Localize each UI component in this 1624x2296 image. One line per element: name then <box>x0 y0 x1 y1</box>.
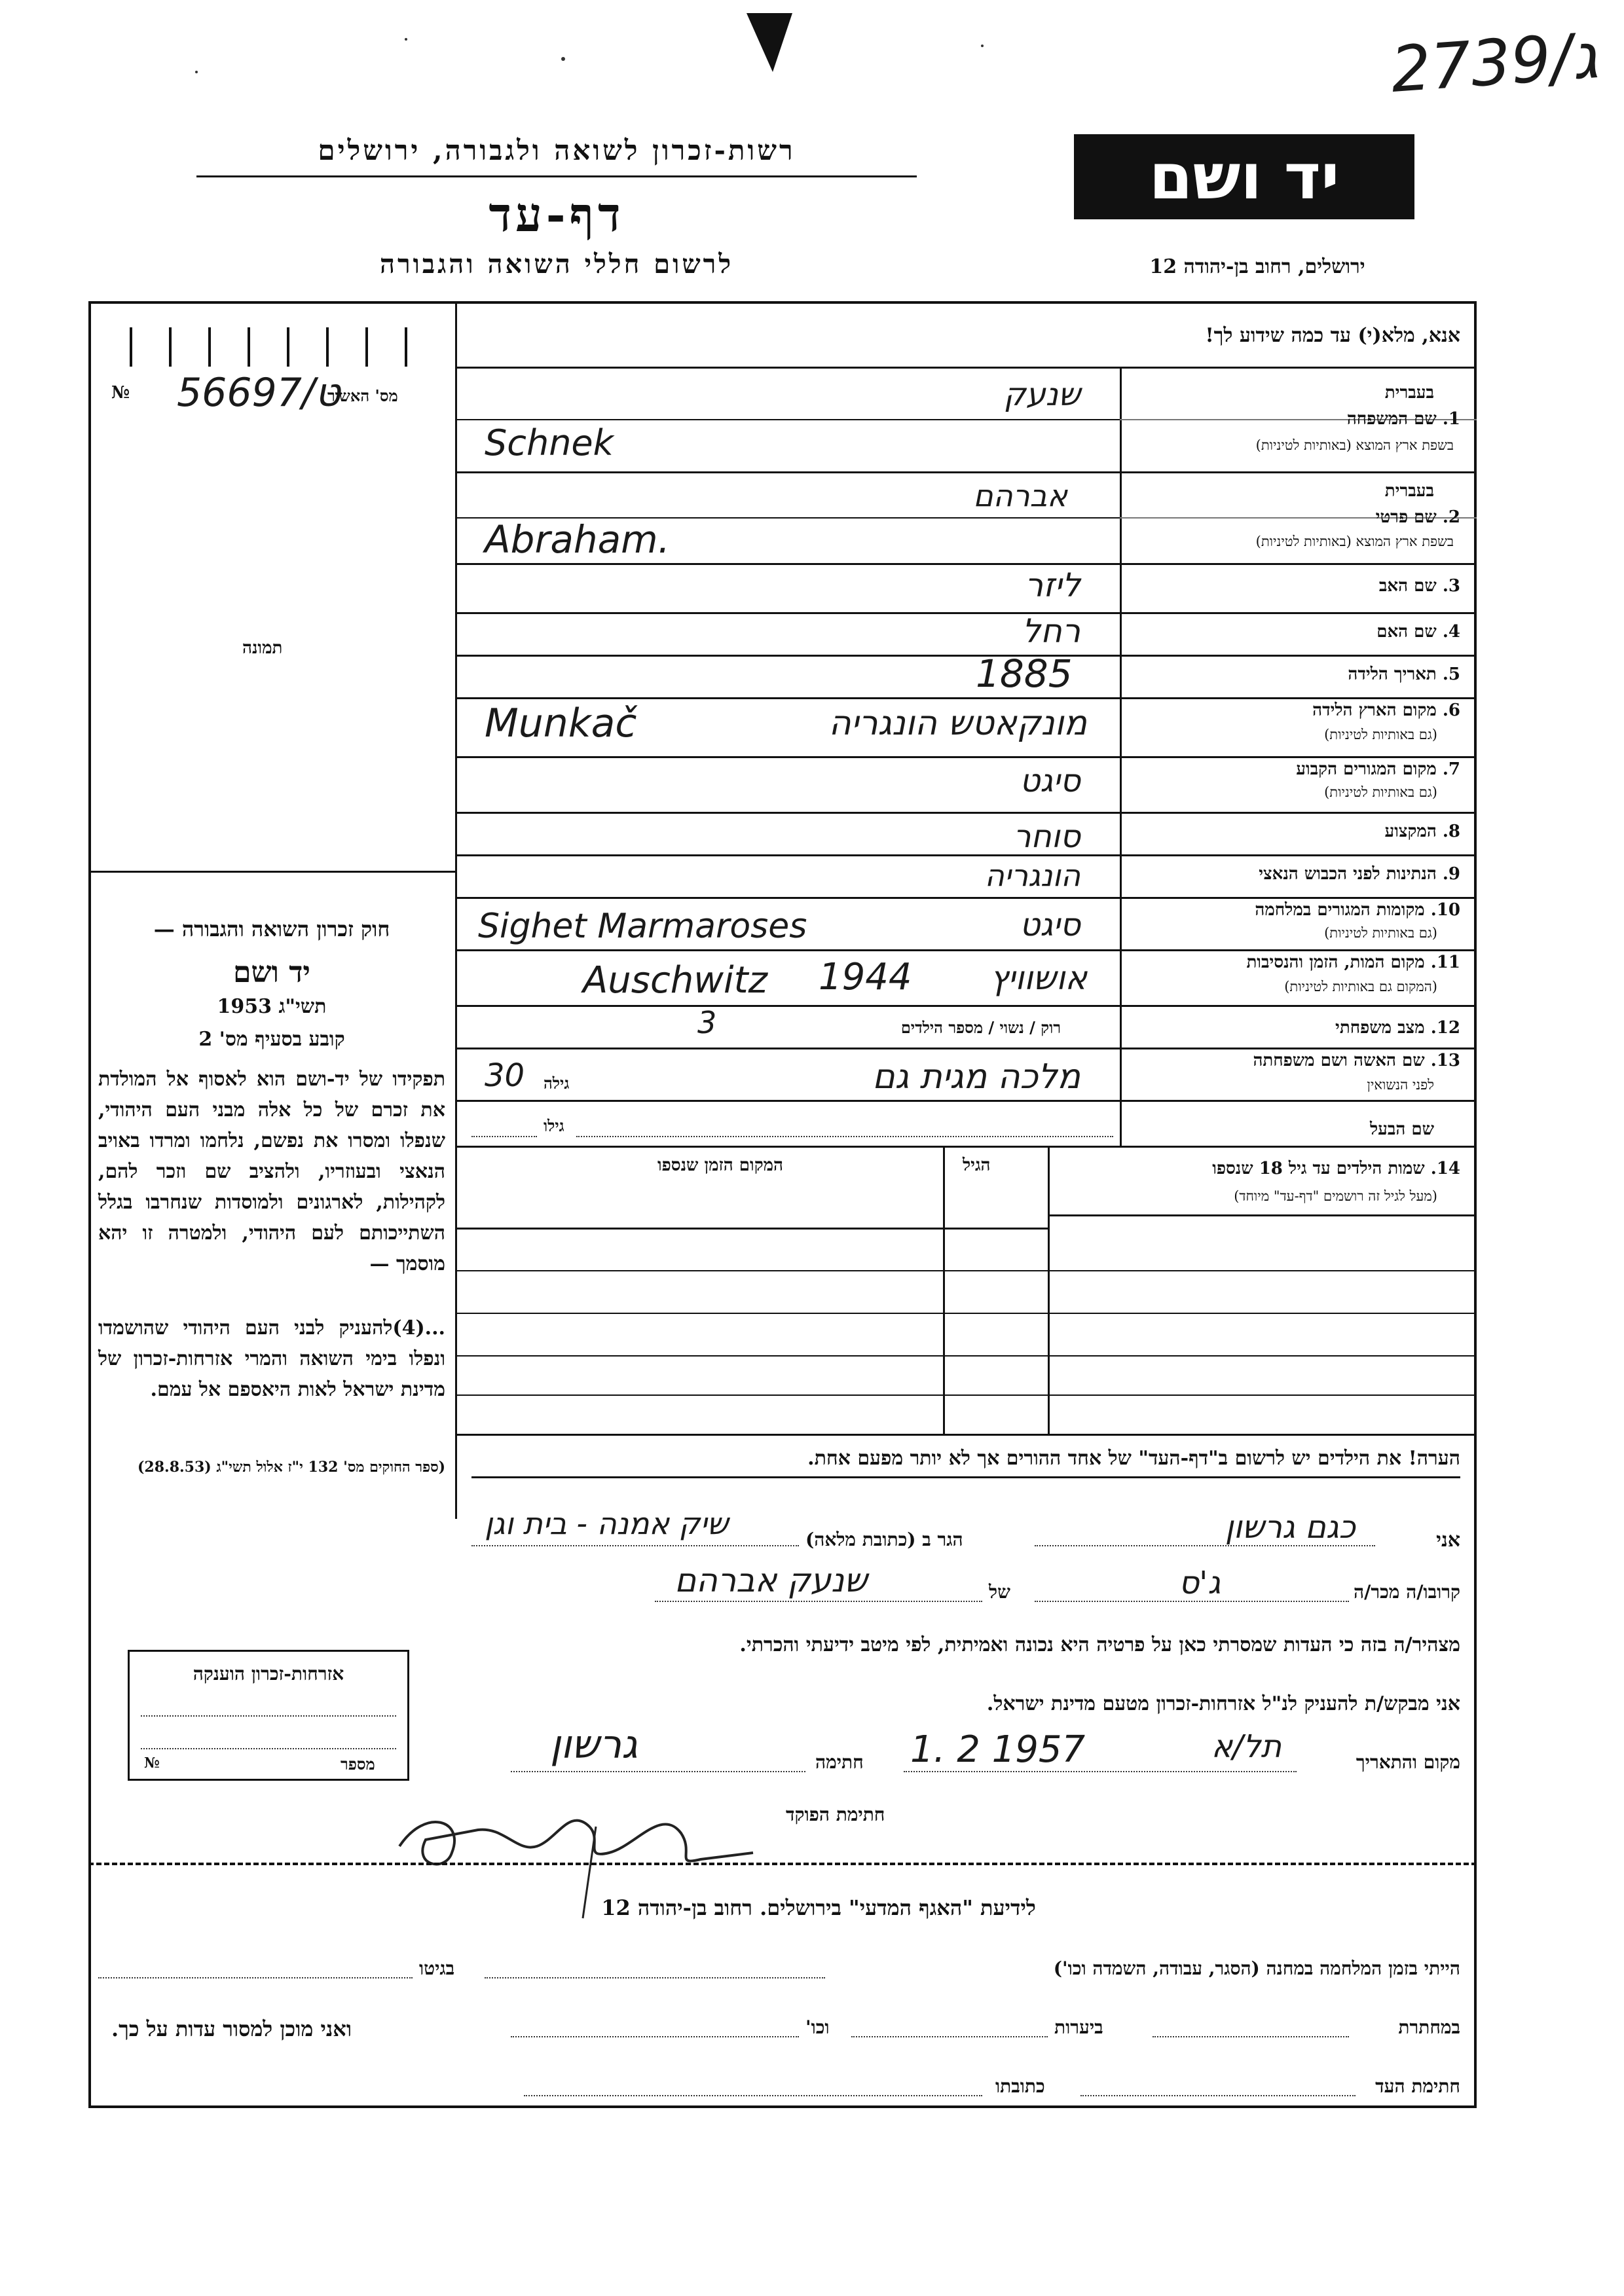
decl-of-label: של <box>989 1581 1010 1603</box>
children-header-rule <box>1048 1214 1477 1216</box>
footer-line1: הייתי בזמן המלחמה במחנה (הסגר, עבודה, השמדה וכו') <box>1053 1958 1460 1979</box>
approval-number: 56697/ט <box>177 370 341 416</box>
row-sep <box>455 812 1477 814</box>
field-2-tag: בעברית <box>1384 481 1434 501</box>
footer-ready: ואני מוכן למסור עדות על כך. <box>111 2016 352 2041</box>
authority-heading: רשות-זכרון לשואה ולגבורה, ירושלים <box>318 134 796 166</box>
decl-date: 1. 2 1957 <box>910 1728 1086 1771</box>
decl-signature: גרשון <box>550 1722 638 1768</box>
scan-artifacts <box>0 0 1624 92</box>
law-text-2: ...(4)להעניק לבני העם היהודי שהושמדו ונפלו בימי השואה והמרי אזרחות-זכרון של מדינת ישראל לאות היאספם אל עמם. <box>98 1317 445 1401</box>
husband-age-line <box>471 1136 537 1137</box>
field-13-age: 30 <box>485 1057 525 1094</box>
field-8-label: 8. המקצוע <box>1384 822 1460 841</box>
decl-place-date-label: מקום והתאריך <box>1356 1751 1460 1773</box>
sidebar-divider <box>455 301 457 1519</box>
field-6-lat-value: Munkač <box>485 701 637 746</box>
decl-request: אני מבקש/ת להעניק לנ"ל אזרחות-זכרון מטעם מדינת ישראל. <box>986 1692 1460 1715</box>
photo-label: תמונה <box>242 638 283 658</box>
decl-signature-label: חתימה <box>815 1751 864 1773</box>
field-7-sub: (גם באותיות לטיניות) <box>1324 784 1437 800</box>
husband-name-line <box>576 1136 1113 1137</box>
archive-number: ג/2739 <box>1388 19 1600 107</box>
citizenship-box-no: № <box>144 1755 160 1772</box>
field-5-label: 5. תאריך הלידה <box>1348 665 1460 684</box>
field-4-value: רחל <box>1022 612 1080 650</box>
decl-of-line <box>655 1601 982 1602</box>
field-1-lat-value: Schnek <box>485 422 614 464</box>
children-col-place: המקום הזמן שנספו <box>657 1156 783 1175</box>
field-1-label <box>1347 409 1460 429</box>
footer-etc: וכו' <box>805 2016 830 2038</box>
field-10-sub: (גם באותיות לטיניות) <box>1324 925 1437 941</box>
field-10-heb-value: סיגט <box>1020 907 1080 943</box>
field-2-label <box>1376 507 1460 527</box>
approval-no-symbol: № <box>111 383 130 403</box>
field-12-value: 3 <box>697 1005 717 1040</box>
field-11-label: 11. מקום המות, הזמן והנסיבות <box>1246 953 1460 972</box>
footer-address-line <box>524 2095 982 2096</box>
sidebar-tick-marks <box>92 321 452 373</box>
husband-label: שם הבעל <box>1369 1120 1434 1139</box>
row-sep <box>455 697 1477 699</box>
inner-sep <box>455 419 1120 420</box>
field-11-heb-value: אושוויץ <box>990 959 1087 997</box>
field-14-sub: (מעל לגיל זה רושמים "דף-עד" מיוחד) <box>1234 1188 1437 1204</box>
decl-resides: הגר ב (כתובת מלאה) <box>805 1529 963 1550</box>
law-logo: יד ושם <box>233 956 310 989</box>
children-bottom-rule <box>455 1434 1477 1436</box>
children-row <box>455 1394 1477 1396</box>
footer-etc-line <box>511 2036 799 2037</box>
footer-forests: ביערות <box>1054 2016 1103 2038</box>
field-2-lat-value: Abraham. <box>485 517 671 562</box>
law-text: תפקידו של יד-ושם הוא לאסוף אל המולדת את זכרם של כל אלה מבני העם היהודי, שנפלו ומסרו את נפשם, נלחמו ומרדו באויב הנאצי ובעוזריו, ולהציב שם וזכר להם, לקהילות, לארגונים ולמוסדות שנחרבו בגלל השתייכותם לעם היהודי, ולמטרה זו יהא מוסמך — <box>98 1068 445 1275</box>
field-2-num: 2. <box>1442 507 1460 527</box>
tear-line <box>88 1863 1477 1865</box>
field-1-sub: בשפת ארץ המוצא (באותיות לטיניות) <box>1255 437 1454 453</box>
field-3-value: ליזר <box>1024 566 1080 604</box>
field-1-text: שם המשפחה <box>1346 409 1437 429</box>
field-13-label: 13. שם האשה ושם משפחתה <box>1253 1051 1460 1070</box>
form-title: דף-עד <box>489 187 625 242</box>
decl-address-line <box>471 1545 799 1546</box>
field-12-label: 12. מצב משפחתי <box>1335 1018 1460 1038</box>
row-sep <box>455 1146 1477 1148</box>
law-clause: קובע בסעיף מס' 2 <box>198 1028 345 1051</box>
law-year-heb: תשי"ג <box>278 995 327 1018</box>
row-sep <box>455 612 1477 614</box>
row-sep <box>455 854 1477 856</box>
footer-address: כתובתו <box>995 2075 1045 2097</box>
form-subtitle: לרשום חללי השואה והגבורה <box>379 249 734 280</box>
children-row <box>455 1355 1477 1357</box>
children-col-age: הגיל <box>963 1156 991 1175</box>
footer-title: לידיעת "האגף המדעי" בירושלים. רחוב בן-יהודה 12 <box>601 1895 1036 1920</box>
field-2-text: שם פרטי <box>1375 507 1437 527</box>
field-11-lat-value: Auschwitz <box>583 959 767 1002</box>
row-sep <box>455 897 1477 899</box>
header-rule <box>196 175 917 177</box>
decl-relation: ג'ס <box>1179 1565 1221 1601</box>
field-1-tag: בעברית <box>1384 383 1434 403</box>
footer-camp-line <box>485 1977 825 1978</box>
decl-of-name: שנעק אברהם <box>674 1561 868 1599</box>
law-year <box>95 995 449 1018</box>
row-sep <box>455 949 1477 951</box>
row-sep <box>455 1048 1477 1049</box>
field-6-heb-value: מונקאטש הונגריה <box>828 704 1087 743</box>
citizenship-box-number: מספר <box>341 1755 375 1774</box>
decl-relation-label: קרובו/ה מכר/ה <box>1353 1581 1460 1603</box>
law-title: חוק זכרון השואה והגבורה — <box>153 917 390 941</box>
decl-date-line <box>904 1771 1297 1772</box>
field-10-lat-value: Sighet Marmaroses <box>478 907 807 946</box>
field-7-label: 7. מקום המגורים הקבוע <box>1296 759 1460 779</box>
approval-label: מס' האשור <box>327 386 398 405</box>
field-14-label: 14. שמות הילדים עד גיל 18 שנספו <box>1212 1159 1460 1178</box>
footer-ghetto: בגיטו <box>419 1958 455 1979</box>
sidebar-rule <box>88 871 455 873</box>
children-row <box>455 1270 1477 1271</box>
footer-witness-line <box>1080 2095 1356 2096</box>
field-1-heb-value: שנעק <box>1003 376 1080 413</box>
decl-ani: אני <box>1436 1529 1460 1552</box>
field-10-label: 10. מקומות המגורים במלחמה <box>1255 900 1460 920</box>
law-year-num: 1953 <box>217 995 272 1018</box>
field-2-heb-value: אברהם <box>973 478 1067 513</box>
footer-underground-line <box>1153 2036 1349 2037</box>
field-6-label: 6. מקום הארץ הלידה <box>1312 701 1460 720</box>
decl-name: כגם גרשון <box>1225 1509 1356 1546</box>
footer-underground: במחתרת <box>1398 2016 1460 2038</box>
law-reference: (ספר החוקים מס' 132 י"ז אלול תשי"ג (28.8.53) <box>138 1459 445 1476</box>
citizenship-box-line <box>141 1748 396 1749</box>
field-11-year: 1944 <box>819 956 912 998</box>
decl-address: שיק אמנה - בית וגן <box>485 1506 729 1541</box>
citizenship-box-title: אזרחות-זכרון הוענקה <box>193 1663 344 1685</box>
field-2-sub: בשפת ארץ המוצא (באותיות לטיניות) <box>1255 534 1454 549</box>
field-12-options: רוק / נשוי / מספר הילדים <box>900 1018 1061 1037</box>
row-sep <box>455 756 1477 758</box>
field-13-sub: לפני הנשואין <box>1367 1077 1434 1093</box>
husband-age-label: גילו <box>544 1116 564 1135</box>
footer-forests-line <box>851 2036 1048 2037</box>
address: ירושלים, רחוב בן-יהודה 12 <box>1149 255 1365 278</box>
field-13-value: מלכה מגית גם <box>872 1057 1080 1097</box>
field-9-label: 9. הנתינות לפני הכבוש הנאצי <box>1259 864 1460 884</box>
row-sep <box>455 655 1477 657</box>
field-11-sub: (המקום גם באותיות לטיניות) <box>1284 979 1437 994</box>
row-sep <box>455 1100 1477 1102</box>
decl-inspector-label: חתימת הפוקד <box>786 1804 885 1825</box>
yad-vashem-logo: יד ושם <box>1074 134 1414 219</box>
field-4-label: 4. שם האם <box>1376 622 1460 642</box>
footer-witness-sig: חתימת העד <box>1375 2075 1460 2097</box>
intro-text: אנא, מלא(י) עד כמה שידוע לך! <box>1205 324 1460 347</box>
field-1-num: 1. <box>1442 409 1460 429</box>
children-row <box>455 1313 1477 1314</box>
field-7-value: סיגט <box>1020 763 1080 799</box>
decl-place: תל/א <box>1211 1728 1282 1765</box>
row-sep <box>455 1005 1477 1007</box>
children-col-divider <box>943 1146 945 1434</box>
footer-ghetto-line <box>98 1977 413 1978</box>
decl-name-line <box>1035 1545 1375 1546</box>
field-3-label: 3. שם האב <box>1378 576 1460 596</box>
intro-rule <box>455 367 1477 369</box>
field-8-value: סוחר <box>1013 818 1080 855</box>
row-sep <box>455 471 1477 473</box>
citizenship-box-line <box>141 1715 396 1717</box>
decl-statement: מצהיר/ה בזה כי העדות שמסרתי כאן על פרטיה היא נכונה ואמיתית, לפי מיטב ידיעתי והכרתי. <box>739 1633 1460 1656</box>
note: הערה! את הילדים יש לרשום ב"דף-העד" של אחד ההורים אך לא יותר מפעם אחת. <box>471 1447 1460 1478</box>
field-6-sub: (גם באותיות לטיניות) <box>1324 727 1437 742</box>
decl-relation-line <box>1035 1601 1349 1602</box>
children-header-rule <box>455 1228 1048 1230</box>
children-col-divider <box>1048 1146 1050 1434</box>
field-9-value: הונגריה <box>984 858 1080 893</box>
row-sep <box>455 563 1477 565</box>
field-5-value: 1885 <box>976 651 1073 696</box>
field-13-age-label: גילה <box>544 1074 570 1093</box>
